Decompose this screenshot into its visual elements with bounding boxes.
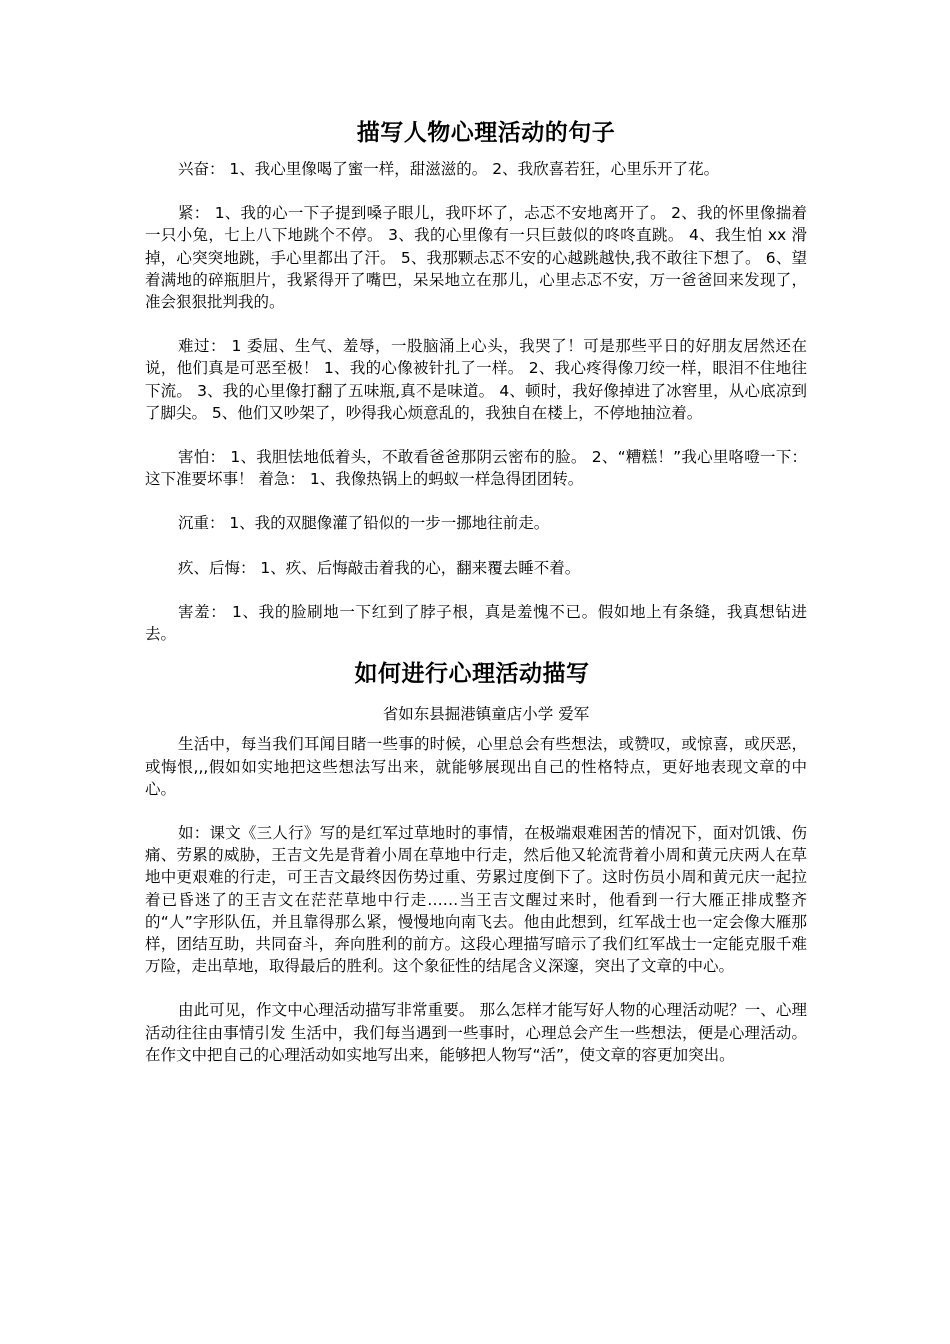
document-page [145, 118, 807, 1066]
paragraph-regret: 疚、后悔： 1、疚、后悔敲击着我的心，翻来覆去睡不着。 [178, 558, 581, 577]
paragraph-afraid: 害怕： 1、我胆怯地低着头，不敢看爸爸那阴云密布的脸。 2、“糟糕！”我心里咯噔一下：这下准要坏事！ 着急： 1、我像热锅上的蚂蚁一样急得团团转。 [145, 448, 807, 489]
paragraph-conclusion: 由此可见，作文中心理活动描写非常重要。 那么怎样才能写好人物的心理活动呢？一、心理活动往往由事情引发 生活中，我们每当遇到一些事时，心理总会产生一些想法，便是心理活动。在作文中把自己的心理活动如实地写出来，能够把人物写“活”，使文章的容更加突出。 [145, 1001, 807, 1064]
paragraph-example: 如：课文《三人行》写的是红军过草地时的事情，在极端艰难困苦的情况下，面对饥饿、伤痛、劳累的威胁，王吉文先是背着小周在草地中行走，然后他又轮流背着小周和黄元庆两人在草地中更艰难的行走，可王吉文最终因伤势过重、劳累过度倒下了。这时伤员小周和黄元庆一起拉着已昏迷了的王吉文在茫茫草地中行走……当王吉文醒过来时，他看到一行大雁正排成整齐的“人”字形队伍，并且靠得那么紧，慢慢地向南飞去。他由此想到，红军战士也一定会像大雁那样，团结互助，共同奋斗，奔向胜利的前方。这段心理描写暗示了我们红军战士一定能克服千难万险，走出草地，取得最后的胜利。这个象征性的结尾含义深邃，突出了文章的中心。 [145, 824, 807, 976]
paragraph-sad: 难过： 1 委屈、生气、羞辱，一股脑涌上心头，我哭了！可是那些平日的好朋友居然还在说，他们真是可恶至极！ 1、我的心像被针扎了一样。 2、我心疼得像刀绞一样，眼泪不住地往下流。 3、我的心里像打翻了五味瓶,真不是味道。 4、顿时，我好像掉进了冰窖里，从心底凉到了脚尖。 5、他们又吵架了，吵得我心烦意乱的，我独自在楼上，不停地抽泣着。 [145, 337, 807, 422]
paragraph-excited: 兴奋： 1、我心里像喝了蜜一样，甜滋滋的。 2、我欣喜若狂，心里乐开了花。 [178, 160, 720, 178]
paragraph-intro: 生活中，每当我们耳闻目睹一些事的时候，心里总会有些想法，或赞叹，或惊喜，或厌恶，或悔恨,,,假如如实地把这些想法写出来，就能够展现出自己的性格特点，更好地表现文章的中心。 [145, 735, 807, 798]
paragraph-shy: 害羞： 1、我的脸刷地一下红到了脖子根，真是羞愧不已。假如地上有条缝，我真想钻进去。 [145, 602, 807, 644]
author-line: 省如东县掘港镇童店小学 爱军 [382, 705, 590, 724]
section2-title: 如何进行心理活动描写 [354, 661, 590, 688]
paragraph-nervous: 紧： 1、我的心一下子提到嗓子眼儿，我吓坏了，忐忑不安地离开了。 2、我的怀里像揣着一只小兔，七上八下地跳个不停。 3、我的心里像有一只巨鼓似的咚咚直跳。 4、我生怕 xx 滑掉，心突突地跳，手心里都出了汗。 5、我那颗忐忑不安的心越跳越快,我不敢往下想了。 6、望着满地的碎瓶胆片，我紧得开了嘴巴，呆呆地立在那儿，心里忐忑不安，万一爸爸回来发现了，准会狠狠批判我的。 [145, 204, 807, 312]
section1-title: 描写人物心理活动的句子 [356, 120, 616, 146]
paragraph-heavy: 沉重： 1、我的双腿像灌了铅似的一步一挪地往前走。 [178, 514, 550, 533]
